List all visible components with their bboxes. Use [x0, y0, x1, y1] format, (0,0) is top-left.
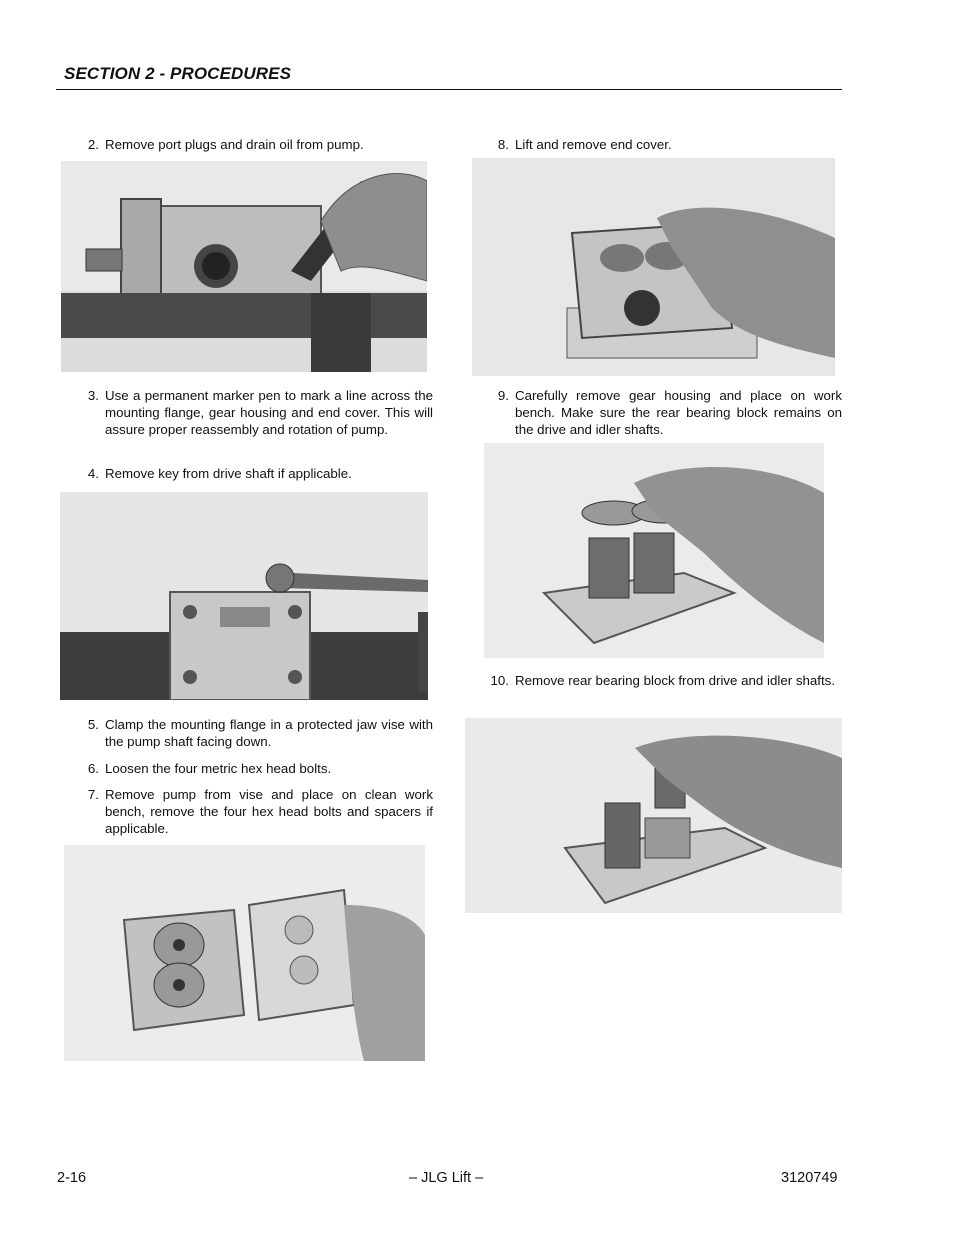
page-number: 2-16 [57, 1170, 87, 1186]
photo-remove-gear-housing [484, 443, 824, 658]
step-text: Use a permanent marker pen to mark a line across the mounting flange, gear housing and end cover. This will assure proper reassembly and rotation of pump. [105, 388, 433, 438]
step-2 [87, 136, 433, 153]
photo-end-cover-removed [64, 845, 425, 1061]
step-number: 10. [490, 673, 509, 688]
step-text: Remove port plugs and drain oil from pump. [105, 137, 364, 152]
step-number: 3. [87, 388, 99, 403]
step-5 [87, 716, 433, 750]
step-text: Clamp the mounting flange in a protected jaw vise with the pump shaft facing down. [105, 717, 433, 750]
step-number: 5. [87, 717, 99, 732]
step-3 [87, 387, 433, 439]
step-text: Loosen the four metric hex head bolts. [105, 761, 332, 776]
step-text: Remove rear bearing block from drive and idler shafts. [515, 673, 836, 688]
footer-title: – JLG Lift – [409, 1170, 484, 1186]
photo-lift-end-cover [472, 158, 835, 376]
step-text: Lift and remove end cover. [515, 137, 672, 152]
step-number: 2. [87, 137, 99, 152]
step-text: Remove key from drive shaft if applicable. [105, 466, 352, 481]
step-number: 9. [497, 388, 509, 403]
photo-remove-bearing-block [465, 718, 842, 913]
photo-vise-bolts [60, 492, 428, 700]
step-text: Carefully remove gear housing and place on work bench. Make sure the rear bearing block remains on the drive and idler shafts. [515, 388, 842, 438]
step-8 [497, 136, 842, 153]
step-number: 4. [87, 466, 99, 481]
step-10 [490, 672, 842, 689]
step-number: 6. [87, 761, 99, 776]
step-text: Remove pump from vise and place on clean work bench, remove the four hex head bolts and spacers if applicable. [105, 787, 433, 837]
step-7 [87, 786, 433, 838]
step-4 [87, 465, 433, 482]
step-number: 7. [87, 787, 99, 802]
step-number: 8. [497, 137, 509, 152]
step-9 [497, 387, 842, 439]
section-title: SECTION 2 - PROCEDURES [64, 64, 292, 83]
doc-number: 3120749 [781, 1170, 838, 1186]
step-6 [87, 760, 433, 777]
photo-marking-pump [61, 161, 427, 372]
header-divider [56, 89, 842, 90]
